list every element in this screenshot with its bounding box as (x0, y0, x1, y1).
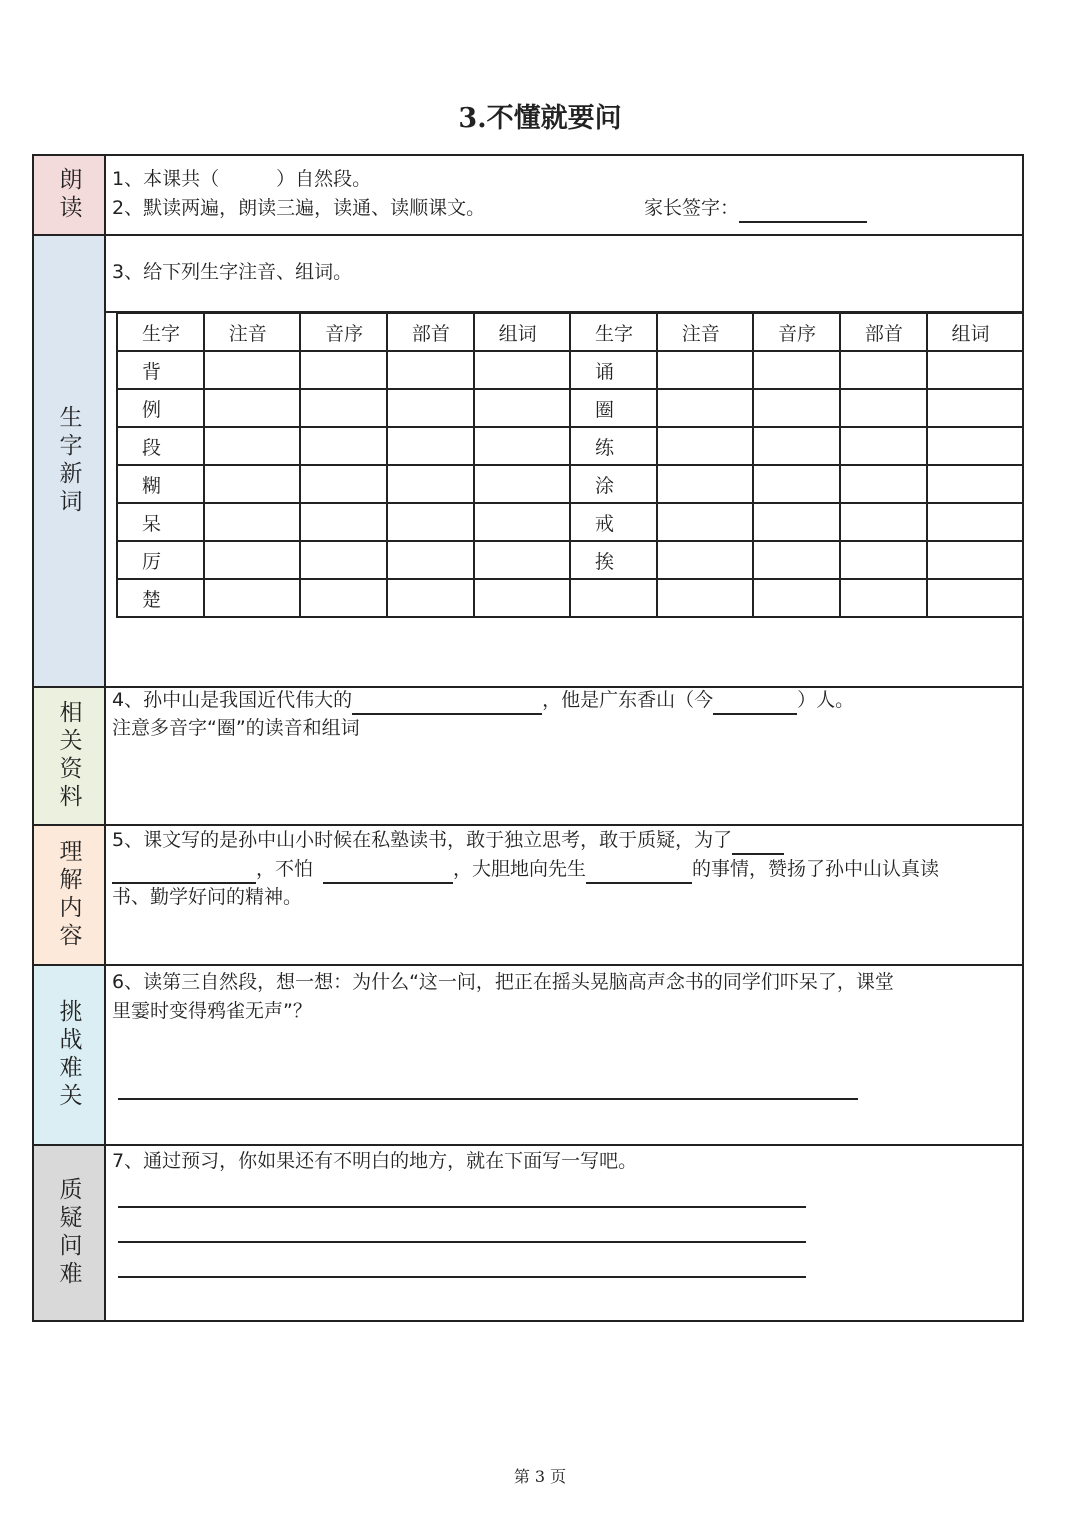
table-row (117, 427, 1023, 465)
section-understand (34, 826, 1022, 966)
label-challenge-text: 挑战难关 (55, 999, 82, 1111)
parent-signature (644, 194, 867, 223)
table-row (117, 389, 1023, 427)
char-cell: 戒 (570, 503, 657, 541)
table-row (117, 579, 1023, 617)
answer-line[interactable] (118, 1098, 858, 1100)
char-cell: 例 (117, 389, 204, 427)
answer-cell[interactable] (927, 579, 1023, 617)
header-cell: 生字 (570, 313, 657, 351)
section-question (34, 1146, 1022, 1320)
answer-cell[interactable] (753, 541, 840, 579)
understand-text-b: ，大胆地向先生 (453, 858, 587, 880)
answer-cell[interactable] (387, 503, 474, 541)
answer-cell[interactable] (840, 579, 927, 617)
answer-cell[interactable] (204, 351, 300, 389)
answer-cell[interactable] (753, 503, 840, 541)
char-cell: 段 (117, 427, 204, 465)
answer-blank[interactable] (323, 860, 453, 884)
header-cell: 部首 (387, 313, 474, 351)
answer-cell[interactable] (387, 579, 474, 617)
answer-cell[interactable] (657, 503, 753, 541)
answer-cell[interactable] (927, 503, 1023, 541)
answer-cell[interactable] (753, 427, 840, 465)
understand-text-a: ，不怕 (256, 858, 314, 880)
label-understand-text: 理解内容 (55, 839, 82, 951)
table-row (117, 503, 1023, 541)
page-title: 3.不懂就要问 (458, 103, 622, 134)
answer-cell[interactable] (474, 427, 570, 465)
header-cell: 组词 (474, 313, 570, 351)
answer-cell[interactable] (204, 579, 300, 617)
label-info (34, 688, 106, 824)
answer-cell[interactable] (474, 579, 570, 617)
answer-cell[interactable] (300, 427, 387, 465)
char-table (116, 312, 1024, 618)
char-cell (570, 579, 657, 617)
label-understand (34, 826, 106, 964)
answer-cell[interactable] (387, 465, 474, 503)
answer-cell[interactable] (204, 389, 300, 427)
header-cell: 音序 (300, 313, 387, 351)
answer-cell[interactable] (753, 351, 840, 389)
answer-blank[interactable] (713, 691, 797, 715)
char-cell: 背 (117, 351, 204, 389)
table-row (117, 541, 1023, 579)
challenge-line-2: 里霎时变得鸦雀无声”？ (112, 1000, 312, 1022)
answer-cell[interactable] (300, 579, 387, 617)
answer-line[interactable] (118, 1276, 806, 1278)
table-row (117, 465, 1023, 503)
answer-cell[interactable] (204, 541, 300, 579)
answer-cell[interactable] (927, 427, 1023, 465)
answer-cell[interactable] (300, 503, 387, 541)
info-text-b: ，他是广东香山（今 (542, 689, 714, 711)
answer-cell[interactable] (840, 503, 927, 541)
answer-cell[interactable] (927, 351, 1023, 389)
understand-text-1: 5、课文写的是孙中山小时候在私塾读书，敢于独立思考，敢于质疑，为了 (112, 829, 733, 851)
char-cell: 厉 (117, 541, 204, 579)
answer-blank[interactable] (586, 860, 692, 884)
answer-cell[interactable] (474, 503, 570, 541)
answer-cell[interactable] (387, 351, 474, 389)
char-cell: 练 (570, 427, 657, 465)
answer-cell[interactable] (474, 351, 570, 389)
page-footer: 第 3 页 (513, 1467, 567, 1486)
label-info-text: 相关资料 (55, 700, 82, 812)
char-cell: 圈 (570, 389, 657, 427)
info-text-a: 4、孙中山是我国近代伟大的 (112, 689, 353, 711)
answer-cell[interactable] (474, 465, 570, 503)
answer-cell[interactable] (927, 541, 1023, 579)
understand-line-2 (112, 855, 939, 884)
signature-blank[interactable] (739, 199, 867, 223)
answer-cell[interactable] (657, 579, 753, 617)
info-question (112, 686, 854, 715)
answer-cell[interactable] (657, 465, 753, 503)
answer-cell[interactable] (300, 351, 387, 389)
answer-cell[interactable] (474, 541, 570, 579)
label-reading (34, 156, 106, 234)
answer-cell[interactable] (474, 389, 570, 427)
table-header-row (117, 313, 1023, 351)
question-line-1: 7、通过预习，你如果还有不明白的地方，就在下面写一写吧。 (112, 1150, 638, 1172)
label-question (34, 1146, 106, 1320)
char-cell: 涂 (570, 465, 657, 503)
info-text-c: ）人。 (797, 689, 855, 711)
understand-line-3: 书、勤学好问的精神。 (112, 886, 303, 908)
answer-cell[interactable] (300, 389, 387, 427)
char-cell: 糊 (117, 465, 204, 503)
answer-cell[interactable] (840, 465, 927, 503)
answer-cell[interactable] (300, 465, 387, 503)
words-instruction: 3、给下列生字注音、组词。 (112, 261, 353, 283)
answer-cell[interactable] (753, 579, 840, 617)
answer-cell[interactable] (840, 351, 927, 389)
answer-cell[interactable] (204, 427, 300, 465)
header-cell: 注音 (204, 313, 300, 351)
section-info (34, 688, 1022, 826)
answer-cell[interactable] (927, 465, 1023, 503)
sign-label: 家长签字： (644, 197, 740, 219)
answer-cell[interactable] (657, 541, 753, 579)
answer-blank[interactable] (112, 860, 256, 884)
words-note: 注意多音字“圈”的读音和组词 (112, 717, 360, 739)
reading-line-1: 1、本课共（ ）自然段。 (112, 168, 372, 190)
challenge-line-1: 6、读第三自然段，想一想：为什么“这一问，把正在摇头晃脑高声念书的同学们吓呆了，课堂 (112, 971, 894, 993)
answer-cell[interactable] (840, 389, 927, 427)
header-cell: 注音 (657, 313, 753, 351)
section-reading (34, 156, 1022, 236)
label-challenge (34, 966, 106, 1144)
answer-cell[interactable] (657, 389, 753, 427)
answer-line[interactable] (118, 1206, 806, 1208)
understand-text-c: 的事情，赞扬了孙中山认真读 (692, 858, 940, 880)
label-question-text: 质疑问难 (55, 1177, 82, 1289)
answer-line[interactable] (118, 1241, 806, 1243)
header-cell: 部首 (840, 313, 927, 351)
answer-blank[interactable] (352, 691, 542, 715)
answer-cell[interactable] (204, 503, 300, 541)
answer-cell[interactable] (753, 389, 840, 427)
answer-cell[interactable] (387, 427, 474, 465)
answer-cell[interactable] (840, 541, 927, 579)
header-cell: 音序 (753, 313, 840, 351)
answer-cell[interactable] (840, 427, 927, 465)
answer-cell[interactable] (927, 389, 1023, 427)
answer-cell[interactable] (387, 541, 474, 579)
label-words-text: 生字新词 (55, 405, 82, 517)
answer-cell[interactable] (657, 351, 753, 389)
table-row (117, 351, 1023, 389)
understand-line-1 (112, 826, 784, 855)
section-challenge (34, 966, 1022, 1146)
answer-blank[interactable] (732, 831, 784, 855)
char-cell: 呆 (117, 503, 204, 541)
answer-cell[interactable] (204, 465, 300, 503)
char-cell: 诵 (570, 351, 657, 389)
char-cell: 楚 (117, 579, 204, 617)
label-reading-text: 朗读 (55, 167, 82, 223)
label-words (34, 236, 106, 686)
worksheet (32, 154, 1024, 1322)
answer-cell[interactable] (300, 541, 387, 579)
header-cell: 组词 (927, 313, 1023, 351)
header-cell: 生字 (117, 313, 204, 351)
reading-line-2: 2、默读两遍，朗读三遍，读通、读顺课文。 (112, 197, 486, 219)
char-cell: 挨 (570, 541, 657, 579)
answer-cell[interactable] (753, 465, 840, 503)
answer-cell[interactable] (657, 427, 753, 465)
answer-cell[interactable] (387, 389, 474, 427)
